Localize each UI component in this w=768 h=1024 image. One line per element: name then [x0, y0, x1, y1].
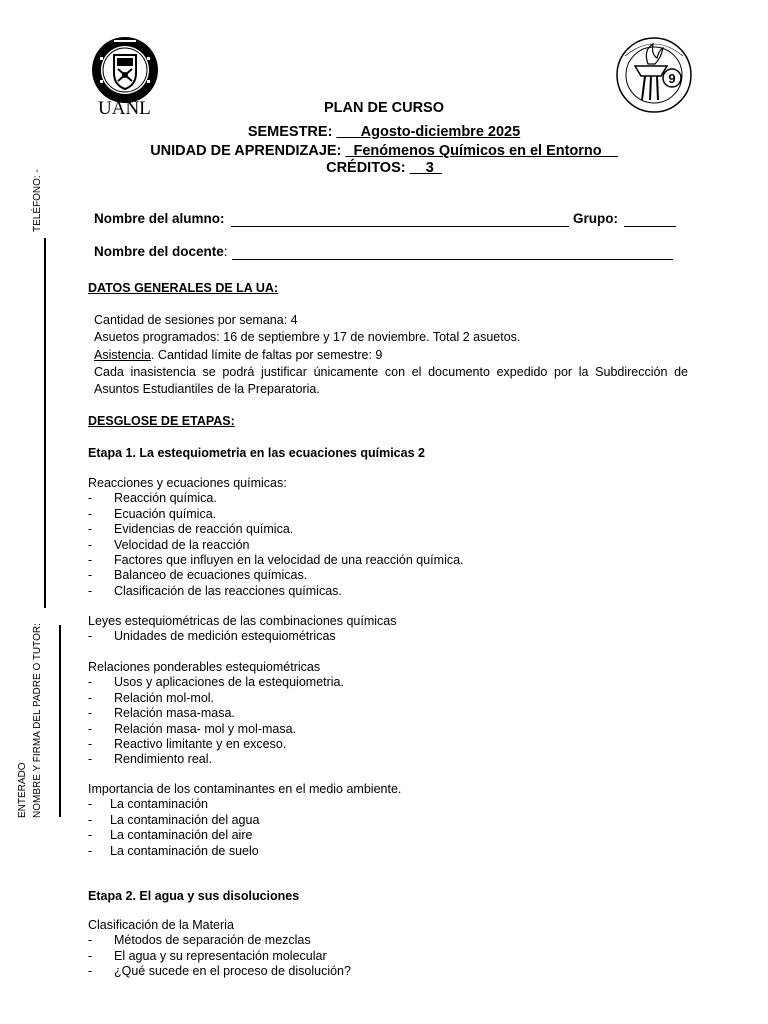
document-title: PLAN DE CURSO	[323, 100, 445, 116]
list-item-text: Reacción química.	[114, 491, 217, 506]
list-item	[88, 584, 688, 599]
bullet-dash: -	[88, 583, 93, 598]
student-name-field[interactable]	[231, 226, 569, 227]
list-item-text: El agua y su representación molecular	[114, 948, 327, 963]
bullet-dash: -	[88, 721, 93, 736]
group-field[interactable]	[624, 226, 676, 227]
list-item	[88, 522, 688, 537]
general-data-heading: DATOS GENERALES DE LA UA:	[88, 281, 279, 295]
teacher-name-field[interactable]	[232, 259, 673, 260]
stage1-group4	[88, 782, 688, 859]
bullet-dash: -	[88, 843, 93, 858]
stage2-title: Etapa 2. El agua y sus disoluciones	[88, 889, 300, 903]
entered-label: ENTERADO	[17, 762, 28, 818]
group-title: Importancia de los contaminantes en el medio ambiente.	[88, 782, 402, 796]
credits-line	[0, 160, 768, 176]
group-title: Clasificación de la Materia	[88, 918, 234, 932]
tutor-signature-line	[59, 625, 61, 817]
list-item-text: Rendimiento real.	[114, 752, 212, 767]
unit-value: _Fenómenos Químicos en el Entorno__	[345, 143, 618, 159]
bullet-dash: -	[88, 706, 93, 721]
teacher-name-label: Nombre del docente:	[94, 244, 228, 259]
holidays-text: Asuetos programados: 16 de septiembre y 17 de noviembre. Total 2 asuetos.	[94, 330, 521, 345]
semester-value: ___Agosto-diciembre 2025	[336, 124, 521, 140]
phone-label: TELÉFONO: -	[32, 169, 43, 232]
bullet-dash: -	[88, 797, 93, 812]
bullet-dash: -	[88, 675, 93, 690]
list-item	[88, 964, 688, 979]
group-title: Reacciones y ecuaciones químicas:	[88, 476, 287, 490]
list-item	[88, 933, 688, 948]
list-item-text: Relación masa-masa.	[114, 706, 235, 721]
list-item	[88, 553, 688, 568]
list-item-text: La contaminación del aire	[110, 828, 253, 843]
bullet-dash: -	[88, 690, 93, 705]
list-item	[88, 752, 688, 767]
list-item-text: La contaminación de suelo	[110, 843, 259, 858]
list-item-text: Balanceo de ecuaciones químicas.	[114, 568, 308, 583]
list-item-text: Unidades de medición estequiométricas	[114, 629, 336, 644]
attendance-label: Asistencia	[94, 347, 151, 362]
group-title: Relaciones ponderables estequiométricas	[88, 660, 321, 674]
list-item	[88, 538, 688, 553]
sessions-text: Cantidad de sesiones por semana: 4	[94, 313, 298, 327]
list-item-text: La contaminación del agua	[110, 812, 260, 827]
teacher-label-text: Nombre del docente	[94, 244, 224, 259]
bullet-dash: -	[88, 964, 93, 979]
list-item-text: Usos y aplicaciones de la estequiometria.	[114, 675, 344, 690]
list-item-text: Relación mol-mol.	[114, 690, 215, 705]
semester-line	[0, 124, 768, 140]
attendance-detail: . Cantidad límite de faltas por semestre: 9	[150, 347, 383, 362]
list-item	[88, 828, 688, 843]
stage1-group1	[88, 476, 688, 599]
bullet-dash: -	[88, 933, 93, 948]
list-item-text: ¿Qué sucede en el proceso de disolución?	[114, 964, 351, 979]
bullet-dash: -	[88, 812, 93, 827]
list-item	[88, 491, 688, 506]
stage1-title: Etapa 1. La estequiometria en las ecuaciones químicas 2	[88, 446, 425, 460]
credits-value: __3_	[409, 160, 442, 176]
list-item	[88, 949, 688, 964]
justification-text: Cada inasistencia se podrá justificar únicamente con el documento expedido por la Subdirección de Asuntos Estudiantiles de la Preparatoria.	[94, 364, 688, 397]
list-item-text: Velocidad de la reacción	[114, 537, 250, 552]
stage1-g4-items	[88, 797, 688, 859]
phone-line	[44, 238, 46, 608]
list-item	[88, 737, 688, 752]
stage1-g3-items	[88, 675, 688, 767]
seal-number: 9	[668, 71, 676, 86]
list-item-text: Evidencias de reacción química.	[114, 522, 294, 537]
stage1-group3	[88, 660, 688, 768]
bullet-dash: -	[88, 737, 93, 752]
list-item	[88, 629, 688, 644]
bullet-dash: -	[88, 629, 93, 644]
university-seal-logo	[90, 35, 160, 105]
list-item	[88, 675, 688, 690]
list-item	[88, 722, 688, 737]
credits-label: CRÉDITOS:	[326, 160, 406, 176]
list-item	[88, 691, 688, 706]
list-item	[88, 568, 688, 583]
list-item-text: Clasificación de las reacciones químicas.	[114, 583, 342, 598]
stage1-group2	[88, 614, 688, 645]
list-item-text: Métodos de separación de mezclas	[114, 933, 311, 948]
list-item	[88, 844, 688, 859]
stage1-g2-items	[88, 629, 688, 644]
stage2-g1-items	[88, 933, 688, 979]
org-name: UANL	[98, 98, 151, 119]
list-item	[88, 813, 688, 828]
list-item-text: Relación masa- mol y mol-masa.	[114, 721, 296, 736]
bullet-dash: -	[88, 752, 93, 767]
list-item	[88, 797, 688, 812]
list-item-text: Reactivo limitante y en exceso.	[114, 737, 287, 752]
tutor-signature-label: NOMBRE Y FIRMA DEL PADRE O TUTOR:	[32, 623, 43, 818]
general-data-body	[94, 312, 688, 398]
list-item	[88, 706, 688, 721]
bullet-dash: -	[88, 568, 93, 583]
list-item-text: La contaminación	[110, 797, 208, 812]
bullet-dash: -	[88, 553, 93, 568]
student-name-label: Nombre del alumno:	[94, 211, 225, 226]
stage1-g1-items	[88, 491, 688, 599]
bullet-dash: -	[88, 491, 93, 506]
bullet-dash: -	[88, 948, 93, 963]
bullet-dash: -	[88, 537, 93, 552]
group-title: Leyes estequiométricas de las combinaciones químicas	[88, 614, 397, 628]
unit-label: UNIDAD DE APRENDIZAJE:	[150, 143, 342, 159]
attendance-text	[94, 347, 688, 364]
bullet-dash: -	[88, 828, 93, 843]
list-item-text: Factores que influyen en la velocidad de una reacción química.	[114, 553, 464, 568]
bullet-dash: -	[88, 522, 93, 537]
breakdown-heading: DESGLOSE DE ETAPAS:	[88, 414, 235, 428]
bullet-dash: -	[88, 506, 93, 521]
stage2-group1	[88, 918, 688, 980]
list-item-text: Ecuación química.	[114, 506, 217, 521]
group-label: Grupo:	[573, 211, 618, 226]
semester-label: SEMESTRE:	[247, 124, 333, 140]
unit-line	[0, 143, 768, 159]
list-item	[88, 507, 688, 522]
